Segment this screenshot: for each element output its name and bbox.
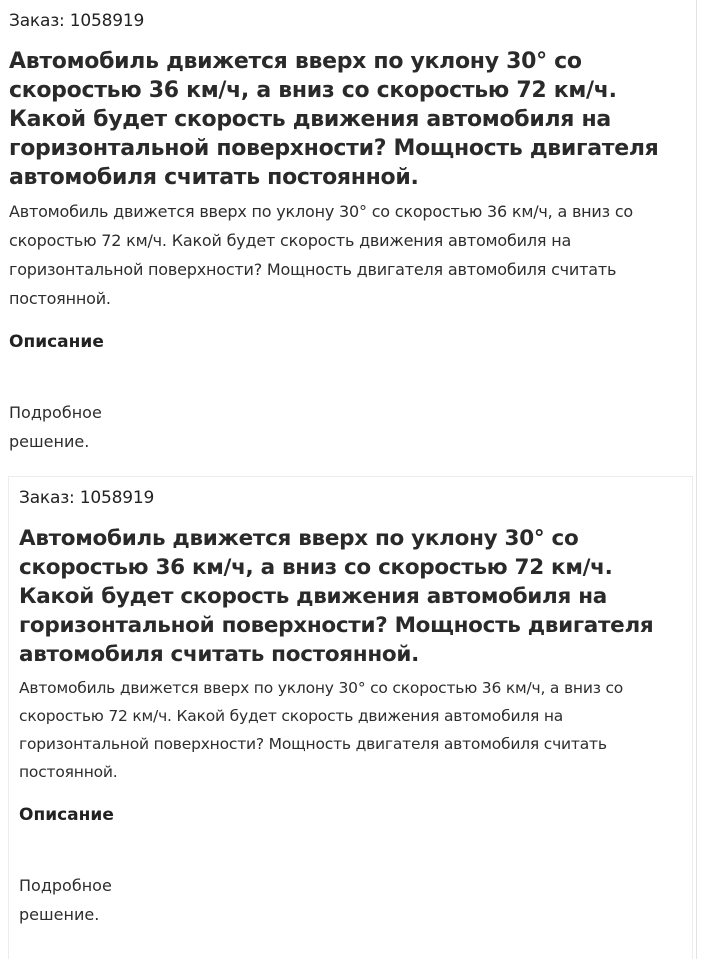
description-heading: Описание (9, 332, 104, 352)
task-title: Автомобиль движется вверх по уклону 30° со скоростью 36 км/ч, а вниз со скоростью 72 км/ч. Какой будет скорость движения автомобиля на горизонтальной поверхности? Мощность двигателя автомобиля считать постоянной. (19, 526, 654, 667)
task-text: Автомобиль движется вверх по уклону 30° со скоростью 36 км/ч, а вниз со скоростью 72 км/ч. Какой будет скорость движения автомобиля на горизонтальной поверхности? Мощность двигателя автомобиля считать постоянной. (19, 679, 624, 781)
description-text: Подробное решение. (19, 876, 112, 924)
description-heading: Описание (19, 805, 114, 825)
order-number: Заказ: 1058919 (19, 488, 155, 508)
order-card (0, 0, 697, 470)
order-card-duplicate (8, 476, 693, 959)
order-number: Заказ: 1058919 (9, 11, 145, 31)
description-text: Подробное решение. (9, 403, 102, 451)
task-title: Автомобиль движется вверх по уклону 30° со скоростью 36 км/ч, а вниз со скоростью 72 км/ч. Какой будет скорость движения автомобиля на горизонтальной поверхности? Мощность двигателя автомобиля считать постоянной. (9, 49, 659, 190)
task-text: Автомобиль движется вверх по уклону 30° со скоростью 36 км/ч, а вниз со скоростью 72 км/ч. Какой будет скорость движения автомобиля на горизонтальной поверхности? Мощность двигателя автомобиля считать постоянной. (9, 202, 634, 308)
